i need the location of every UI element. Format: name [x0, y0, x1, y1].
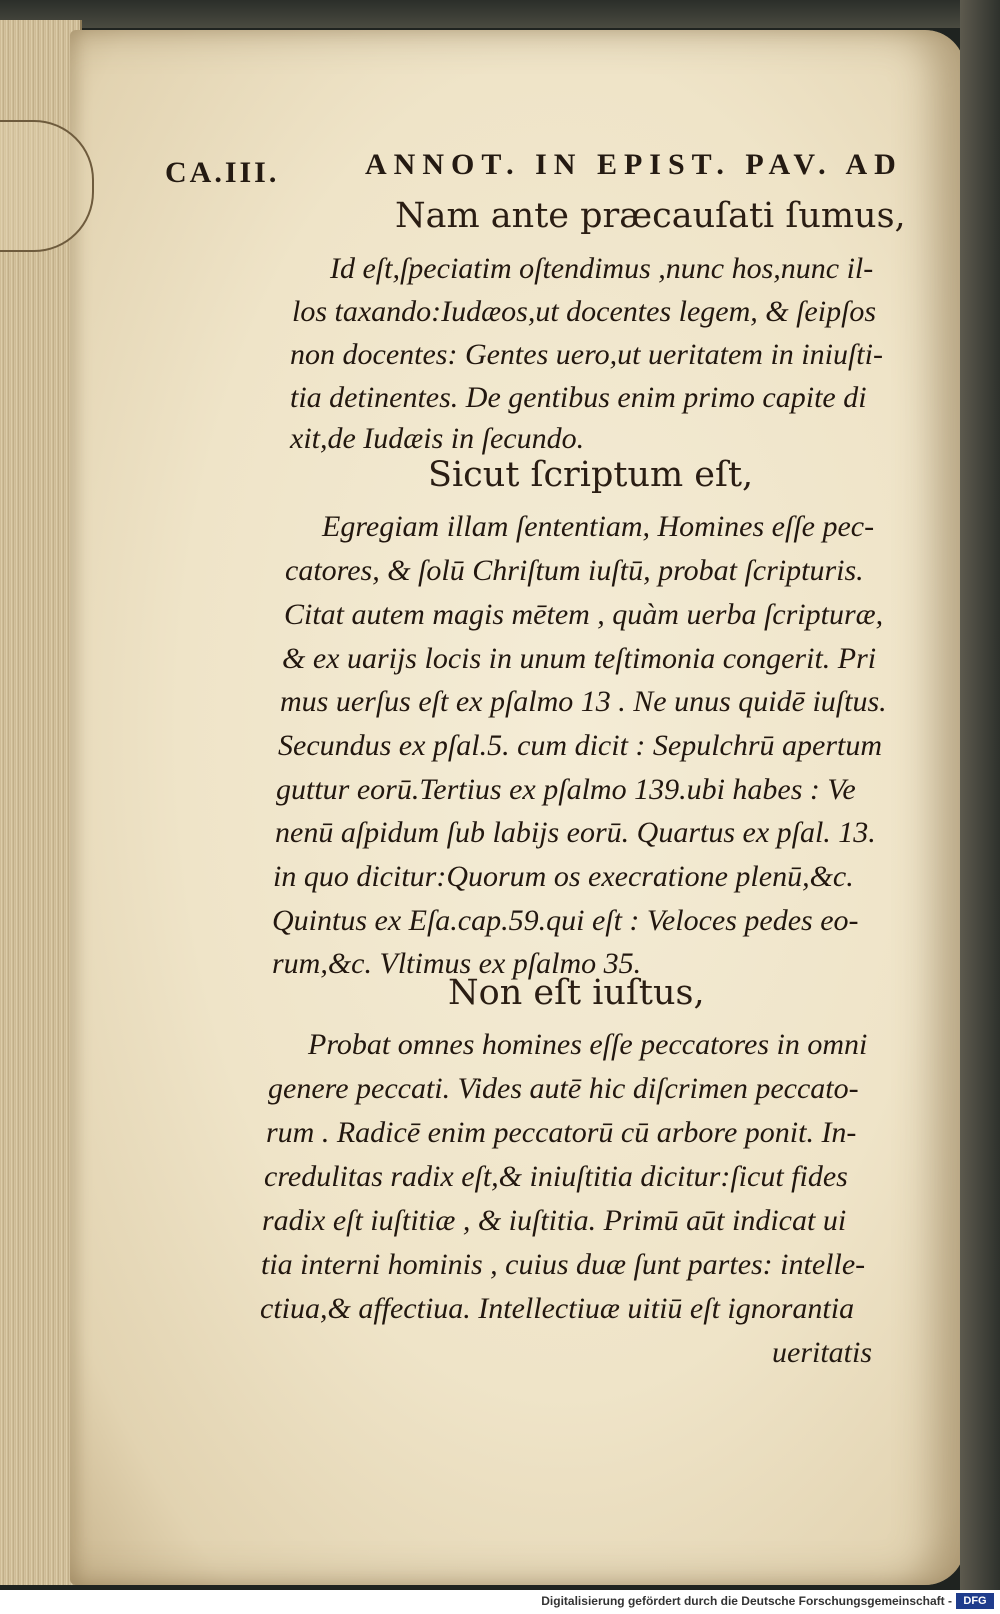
text-line: tia detinentes. De gentibus enim primo capite di [290, 381, 867, 414]
text-line: in quo dicitur:Quorum os execratione plenū,&c. [273, 860, 854, 893]
lemma-heading: Nam ante præcauſati ſumus, [395, 196, 906, 236]
text-line: rum . Radicē enim peccatorū cū arbore ponit. In- [266, 1116, 857, 1149]
dfg-logo-icon: DFG [956, 1593, 994, 1609]
text-line: non docentes: Gentes uero,ut ueritatem in iniuſti- [290, 338, 883, 371]
text-line: Citat autem magis mētem , quàm uerba ſcripturæ, [284, 598, 884, 631]
text-line: catores, & ſolū Chriſtum iuſtū, probat ſcripturis. [285, 554, 864, 587]
chapter-number: CA.III. [165, 156, 280, 189]
text-line: guttur eorū.Tertius ex pſalmo 139.ubi habes : Ve [276, 773, 856, 806]
running-head [165, 148, 955, 192]
text-line: ctiua,& affectiua. Intellectiuæ uitiū eſt ignorantia [260, 1292, 855, 1325]
text-line: nenū aſpidum ſub labijs eorū. Quartus ex pſal. 13. [275, 816, 876, 849]
lemma-heading: Non eſt iuſtus, [448, 973, 705, 1013]
text-line: tia interni hominis , cuius duæ ſunt partes: intelle- [261, 1248, 866, 1281]
text-line: rum,&c. Vltimus ex pſalmo 35. [272, 947, 642, 980]
footer-bar [0, 1590, 1000, 1614]
text-line: Probat omnes homines eſſe peccatores in omni [308, 1028, 868, 1061]
funding-credit: Digitalisierung gefördert durch die Deutsche Forschungsgemeinschaft - [541, 1594, 952, 1608]
running-title: ANNOT. IN EPIST. PAV. AD [365, 148, 903, 181]
text-line: Id eſt,ſpeciatim oſtendimus ,nunc hos,nunc il- [330, 252, 874, 285]
text-line: Secundus ex pſal.5. cum dicit : Sepulchrū apertum [278, 729, 883, 762]
text-line: Egregiam illam ſententiam, Homines eſſe pec- [322, 510, 875, 543]
text-line: los taxando:Iudæos,ut docentes legem, & ſeipſos [292, 295, 877, 328]
text-line: Quintus ex Eſa.cap.59.qui eſt : Veloces pedes eo- [272, 904, 859, 937]
text-line: & ex uarijs locis in unum teſtimonia congerit. Pri [282, 642, 877, 675]
catchword: ueritatis [772, 1336, 873, 1369]
text-line: mus uerſus eſt ex pſalmo 13 . Ne unus quidē iuſtus. [280, 685, 887, 718]
text-line: radix eſt iuſtitiæ , & iuſtitia. Primū aūt indicat ui [262, 1204, 847, 1237]
text-line: genere peccati. Vides autē hic diſcrimen peccato- [268, 1072, 859, 1105]
lemma-heading: Sicut ſcriptum eſt, [428, 455, 754, 495]
text-line: xit,de Iudæis in ſecundo. [290, 422, 585, 455]
text-line: credulitas radix eſt,& iniuſtitia dicitur:ſicut fides [264, 1160, 848, 1193]
